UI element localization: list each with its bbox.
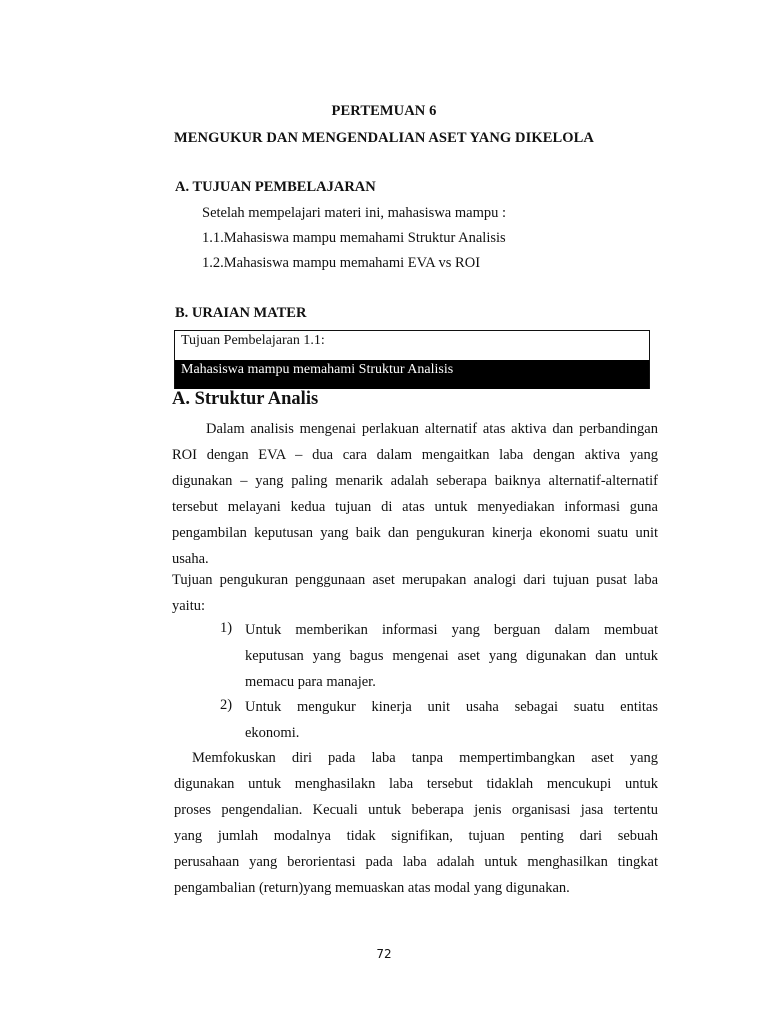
paragraph-line: yaitu: — [172, 598, 206, 614]
meeting-label: PERTEMUAN 6 — [331, 103, 437, 119]
learning-objective-box — [174, 330, 650, 389]
section-a-heading: A. TUJUAN PEMBELAJARAN — [175, 179, 376, 195]
list-line: ekonomi. — [245, 725, 300, 741]
box-label: Tujuan Pembelajaran 1.1: — [181, 333, 325, 348]
list-item — [245, 617, 658, 695]
list-item-number: 1) — [220, 620, 233, 636]
list-line: memacu para manajer. — [245, 674, 376, 690]
paragraph-line: digunakan – yang paling menarik adalah seberapa baiknya alternatif-alternatif — [172, 473, 658, 489]
paragraph-line: pengambilan keputusan yang baik dan pengukuran kinerja ekonomi suatu unit — [172, 525, 658, 541]
box-value: Mahasiswa mampu memahami Struktur Analisis — [175, 360, 649, 389]
paragraph-line: usaha. — [172, 551, 209, 567]
paragraph-line: digunakan untuk menghasilakn laba tersebut tidaklah mencukupi untuk — [174, 776, 658, 792]
paragraph-line: proses pengendalian. Kecuali untuk beberapa jenis organisasi jasa tertentu — [174, 802, 658, 818]
list-line: Untuk mengukur kinerja unit usaha sebagai suatu entitas — [245, 699, 658, 715]
paragraph-line: Dalam analisis mengenai perlakuan alternatif atas aktiva dan perbandingan — [206, 421, 658, 437]
paragraph-line: perusahaan yang berorientasi pada laba adalah untuk menghasilkan tingkat — [174, 854, 658, 870]
document-title: MENGUKUR DAN MENGENDALIAN ASET YANG DIKELOLA — [174, 130, 594, 146]
list-line: keputusan yang bagus mengenai aset yang digunakan dan untuk — [245, 648, 658, 664]
page-number: 72 — [376, 947, 392, 961]
list-item — [245, 694, 658, 746]
section-b-heading: B. URAIAN MATER — [175, 305, 307, 321]
paragraph-line: pengambalian (return)yang memuaskan atas modal yang digunakan. — [174, 880, 570, 896]
paragraph-2 — [172, 567, 658, 619]
objective-item: 1.1.Mahasiswa mampu memahami Struktur Analisis — [202, 230, 506, 246]
paragraph-line: yang jumlah modalnya tidak signifikan, tujuan penting dari sebuah — [174, 828, 658, 844]
paragraph-1 — [172, 416, 658, 572]
list-item-number: 2) — [220, 697, 233, 713]
objectives-intro: Setelah mempelajari materi ini, mahasiswa mampu : — [202, 205, 507, 221]
objective-item: 1.2.Mahasiswa mampu memahami EVA vs ROI — [202, 255, 481, 271]
subsection-title: A. Struktur Analis — [172, 389, 319, 409]
paragraph-line: Memfokuskan diri pada laba tanpa mempertimbangkan aset yang — [192, 750, 658, 766]
paragraph-3 — [174, 745, 658, 901]
paragraph-line: ROI dengan EVA – dua cara dalam mengaitkan laba dengan aktiva yang — [172, 447, 658, 463]
list-line: Untuk memberikan informasi yang berguan dalam membuat — [245, 622, 658, 638]
paragraph-line: Tujuan pengukuran penggunaan aset merupakan analogi dari tujuan pusat laba — [172, 572, 658, 588]
paragraph-line: tersebut melayani kedua tujuan di atas untuk menyediakan informasi guna — [172, 499, 658, 515]
